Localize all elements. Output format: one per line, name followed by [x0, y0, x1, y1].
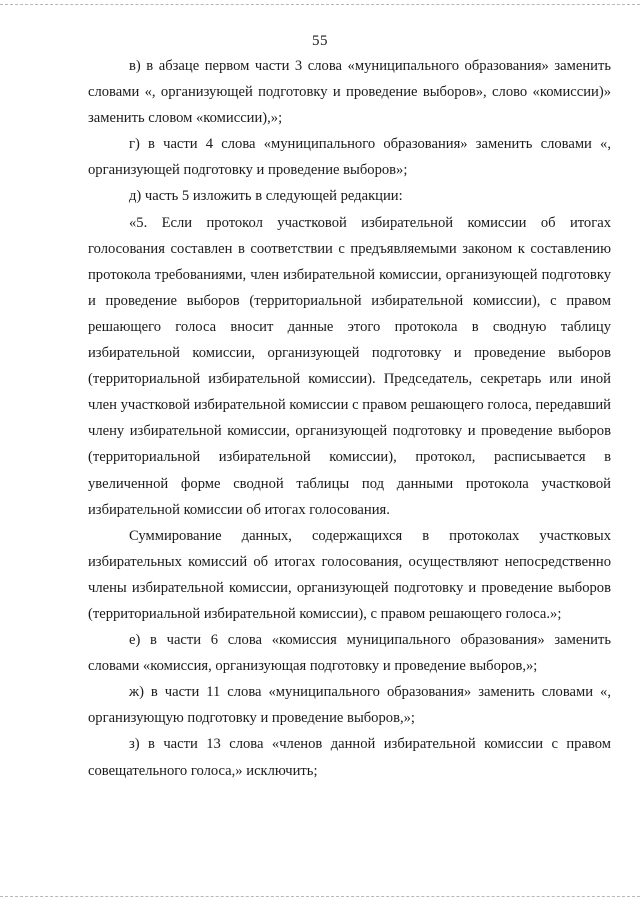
paragraph-d: д) часть 5 изложить в следующей редакции:: [129, 188, 403, 205]
document-body: [88, 53, 611, 784]
paragraph-zh: ж) в части 11 слова «муниципального образования» заменить словами «, организующую подготовку и проведение выборов,»;: [88, 684, 611, 727]
paragraph-e: е) в части 6 слова «комиссия муниципального образования» заменить словами «комиссия, организующая подготовку и проведение выборов,»;: [88, 632, 611, 675]
paragraph-part-5: «5. Если протокол участковой избирательной комиссии об итогах голосования составлен в соответствии с предъявляемыми законом к составлению протокола требованиями, член избирательной комиссии, организующей подготовку и проведение выборов (территориальной избирательной комиссии), с правом решающего голоса вносит данные этого протокола в сводную таблицу избирательной комиссии, организующей подготовку и проведение выборов (территориальной избирательной комиссии). Председатель, секретарь или иной член участковой избирательной комиссии с правом решающего голоса, передавший члену избирательной комиссии, организующей подготовку и проведение выборов (территориальной избирательной комиссии), протокол, расписывается в увеличенной форме сводной таблицы под данными протокола участковой избирательной комиссии об итогах голосования.: [88, 214, 611, 518]
scan-edge-bottom: [0, 896, 640, 897]
paragraph-summation: Суммирование данных, содержащихся в протоколах участковых избирательных комиссий об итогах голосования, осуществляют непосредственно члены избирательной комиссии, организующей подготовку и проведение выборов (территориальной избирательной комиссии), с правом решающего голоса.»;: [88, 527, 611, 622]
paragraph-g: г) в части 4 слова «муниципального образования» заменить словами «, организующей подготовку и проведение выборов»;: [88, 136, 611, 179]
scan-edge-top: [0, 4, 640, 5]
paragraph-z: з) в части 13 слова «членов данной избирательной комиссии с правом совещательного голоса,» исключить;: [88, 736, 611, 779]
paragraph-v: в) в абзаце первом части 3 слова «муниципального образования» заменить словами «, организующей подготовку и проведение выборов», слово «комиссии)» заменить словом «комиссии),»;: [88, 58, 611, 127]
page-number: 55: [312, 33, 328, 49]
